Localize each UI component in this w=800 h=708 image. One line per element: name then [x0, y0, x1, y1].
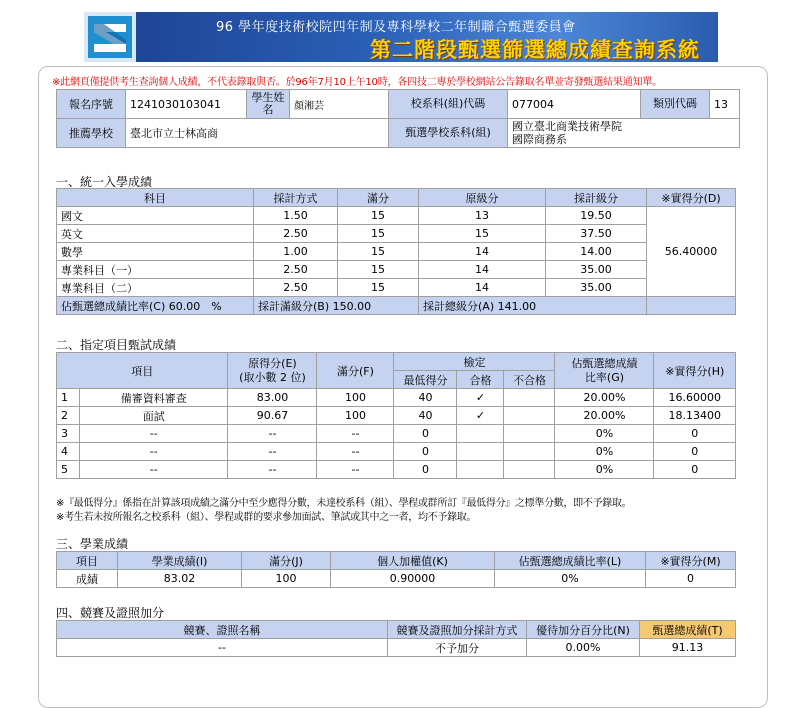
- actual-cell: 0: [654, 461, 736, 479]
- s3-header-score: 學業成績(I): [118, 552, 242, 570]
- orig-cell: --: [228, 461, 317, 479]
- target-value: [508, 119, 740, 148]
- school-label: 推薦學校: [57, 119, 126, 148]
- name-cell: --: [57, 639, 388, 657]
- min-score-note: ※『最低得分』係指在計算該項成績之滿分中至少應得分數，未達校系科（組）、學程或群所訂『最低得分』之標準分數，即不予錄取。: [56, 498, 632, 509]
- s2-header-item: 項目: [57, 353, 228, 389]
- item-cell: 成績: [57, 570, 118, 588]
- s2-header-ratio-line2: 比率(G): [584, 370, 625, 384]
- fail-cell: [504, 461, 555, 479]
- header-banner: [84, 12, 718, 62]
- adopted-cell: 35.00: [546, 261, 647, 279]
- s3-header-full: 滿分(J): [242, 552, 331, 570]
- row-number: 2: [57, 407, 80, 425]
- section3-title: 三、學業成績: [56, 537, 129, 551]
- s2-header-orig-line1: 原得分(E): [248, 356, 297, 370]
- section1-title: 一、統一入學成績: [56, 175, 153, 189]
- method-cell: 不予加分: [388, 639, 527, 657]
- raw-cell: 13: [419, 207, 546, 225]
- table-row: [57, 279, 736, 297]
- s2-header-full: 滿分(F): [317, 353, 394, 389]
- s1-header-method: 採計方式: [254, 189, 338, 207]
- full-cell: --: [317, 425, 394, 443]
- full-cell: 15: [338, 207, 419, 225]
- full-cell: 100: [317, 389, 394, 407]
- notice-text: ※此網頁僅提供考生查詢個人成績，不代表錄取與否。於96年7月10上午10時，各四技二專於學校網站公告錄取名單並寄發甄選結果通知單。: [52, 77, 662, 88]
- pass-cell: [457, 461, 504, 479]
- actual-cell: 16.60000: [654, 389, 736, 407]
- s4-header-name: 競賽、證照名稱: [57, 621, 388, 639]
- s2-header-fail: 不合格: [504, 371, 555, 389]
- orig-cell: 90.67: [228, 407, 317, 425]
- subject-cell: 國文: [57, 207, 254, 225]
- section4-title: 四、競賽及證照加分: [56, 606, 165, 620]
- actual-cell: 0: [654, 443, 736, 461]
- category-label: 類別代碼: [641, 90, 710, 119]
- ratio-cell: 0%: [495, 570, 646, 588]
- full-cell: 15: [338, 225, 419, 243]
- adopted-cell: 35.00: [546, 279, 647, 297]
- logo-icon: [86, 14, 134, 60]
- s1-header-raw: 原級分: [419, 189, 546, 207]
- table-row: [57, 639, 736, 657]
- s1-header-full: 滿分: [338, 189, 419, 207]
- table-row: [57, 225, 736, 243]
- bonus-table: [56, 620, 736, 657]
- full-cell: 100: [317, 407, 394, 425]
- total-score-cell: 91.13: [640, 639, 736, 657]
- dept-code-label: 校系科(組)代碼: [389, 90, 508, 119]
- target-dept: 國際商務系: [512, 133, 567, 146]
- fail-cell: [504, 443, 555, 461]
- subject-cell: 專業科目（二）: [57, 279, 254, 297]
- s3-header-ratio: 佔甄選總成績比率(L): [495, 552, 646, 570]
- item-cell: --: [80, 461, 228, 479]
- s1-header-subject: 科目: [57, 189, 254, 207]
- full-cell: 15: [338, 243, 419, 261]
- fail-cell: [504, 407, 555, 425]
- adopted-cell: 37.50: [546, 225, 647, 243]
- absence-note: ※考生若未按所報名之校系科（組）、學程或群的要求參加面試、筆試或其中之一者，均不予錄取。: [56, 512, 477, 523]
- id-value: 1241030103041: [126, 90, 247, 119]
- full-cell: --: [317, 443, 394, 461]
- score-cell: 83.02: [118, 570, 242, 588]
- min-cell: 40: [394, 389, 457, 407]
- total-score-a: 採計總級分(A) 141.00: [419, 297, 647, 315]
- table-row: [57, 243, 736, 261]
- method-cell: 2.50: [254, 279, 338, 297]
- min-cell: 0: [394, 461, 457, 479]
- row-number: 1: [57, 389, 80, 407]
- name-label: 學生姓名: [247, 90, 290, 119]
- s2-header-ratio-line1: 佔甄選總成績: [571, 356, 638, 370]
- full-cell: 15: [338, 261, 419, 279]
- raw-cell: 14: [419, 243, 546, 261]
- table-row: [57, 570, 736, 588]
- row-number: 5: [57, 461, 80, 479]
- s3-header-item: 項目: [57, 552, 118, 570]
- actual-cell: 18.13400: [654, 407, 736, 425]
- fail-cell: [504, 425, 555, 443]
- school-value: 臺北市立士林高商: [126, 119, 389, 148]
- category-value: 13: [710, 90, 740, 119]
- ratio-cell: 0%: [555, 443, 654, 461]
- pass-check-icon: ✓: [457, 389, 504, 407]
- s2-header-pass: 合格: [457, 371, 504, 389]
- table-row: [57, 443, 736, 461]
- raw-cell: 14: [419, 261, 546, 279]
- student-info-table: [56, 89, 740, 148]
- entrance-score-table: [56, 188, 736, 315]
- min-cell: 0: [394, 443, 457, 461]
- adopted-cell: 19.50: [546, 207, 647, 225]
- table-row: [57, 461, 736, 479]
- pass-check-icon: ✓: [457, 407, 504, 425]
- s3-header-actual: ※實得分(M): [646, 552, 736, 570]
- min-cell: 0: [394, 425, 457, 443]
- table-row: [57, 425, 736, 443]
- actual-cell: 0: [654, 425, 736, 443]
- s4-header-percent: 優待加分百分比(N): [527, 621, 640, 639]
- id-label: 報名序號: [57, 90, 126, 119]
- raw-cell: 14: [419, 279, 546, 297]
- s4-header-total: 甄選總成績(T): [640, 621, 736, 639]
- subject-cell: 專業科目（一）: [57, 261, 254, 279]
- s3-header-weight: 個人加權值(K): [331, 552, 495, 570]
- blank-cell: [647, 297, 736, 315]
- orig-cell: --: [228, 443, 317, 461]
- name-value: 顏湘芸: [290, 90, 389, 119]
- s1-header-adopted: 採計級分: [546, 189, 647, 207]
- section2-title: 二、指定項目甄試成績: [56, 338, 177, 352]
- dept-code-value: 077004: [508, 90, 641, 119]
- subject-cell: 英文: [57, 225, 254, 243]
- full-cell: --: [317, 461, 394, 479]
- ratio-c: 佔甄選總成績比率(C) 60.00 %: [57, 297, 254, 315]
- s2-header-actual: ※實得分(H): [654, 353, 736, 389]
- item-cell: 備審資料審查: [80, 389, 228, 407]
- method-cell: 2.50: [254, 225, 338, 243]
- ratio-cell: 0%: [555, 425, 654, 443]
- actual-cell: 0: [646, 570, 736, 588]
- raw-cell: 15: [419, 225, 546, 243]
- s2-header-check: 檢定: [394, 353, 555, 371]
- row-number: 4: [57, 443, 80, 461]
- orig-cell: --: [228, 425, 317, 443]
- full-cell: 15: [338, 279, 419, 297]
- academic-score-table: [56, 551, 736, 588]
- weight-cell: 0.90000: [331, 570, 495, 588]
- table-row: [57, 207, 736, 225]
- system-title: 第二階段甄選篩選總成績查詢系統: [370, 38, 700, 62]
- item-cell: 面試: [80, 407, 228, 425]
- min-cell: 40: [394, 407, 457, 425]
- designated-item-table: [56, 352, 736, 479]
- s2-header-min: 最低得分: [394, 371, 457, 389]
- fail-cell: [504, 389, 555, 407]
- item-cell: --: [80, 443, 228, 461]
- s4-header-method: 競賽及證照加分採計方式: [388, 621, 527, 639]
- table-row: [57, 261, 736, 279]
- table-row: [57, 389, 736, 407]
- full-score-b: 採計滿級分(B) 150.00: [254, 297, 419, 315]
- organization-name: 96 學年度技術校院四年制及專科學校二年制聯合甄選委員會: [216, 20, 576, 35]
- actual-score-d: 56.40000: [647, 207, 736, 297]
- item-cell: --: [80, 425, 228, 443]
- subject-cell: 數學: [57, 243, 254, 261]
- ratio-cell: 20.00%: [555, 389, 654, 407]
- percent-cell: 0.00%: [527, 639, 640, 657]
- method-cell: 2.50: [254, 261, 338, 279]
- pass-cell: [457, 443, 504, 461]
- ratio-cell: 0%: [555, 461, 654, 479]
- orig-cell: 83.00: [228, 389, 317, 407]
- s2-header-ratio: [555, 353, 654, 389]
- adopted-cell: 14.00: [546, 243, 647, 261]
- s1-header-actual: ※實得分(D): [647, 189, 736, 207]
- target-label: 甄選學校系科(組): [389, 119, 508, 148]
- ratio-cell: 20.00%: [555, 407, 654, 425]
- method-cell: 1.00: [254, 243, 338, 261]
- table-row: [57, 407, 736, 425]
- full-cell: 100: [242, 570, 331, 588]
- method-cell: 1.50: [254, 207, 338, 225]
- s2-header-orig: [228, 353, 317, 389]
- pass-cell: [457, 425, 504, 443]
- row-number: 3: [57, 425, 80, 443]
- logo: [84, 12, 136, 62]
- s2-header-orig-line2: (取小數 2 位): [239, 370, 306, 384]
- target-school: 國立臺北商業技術學院: [512, 120, 622, 133]
